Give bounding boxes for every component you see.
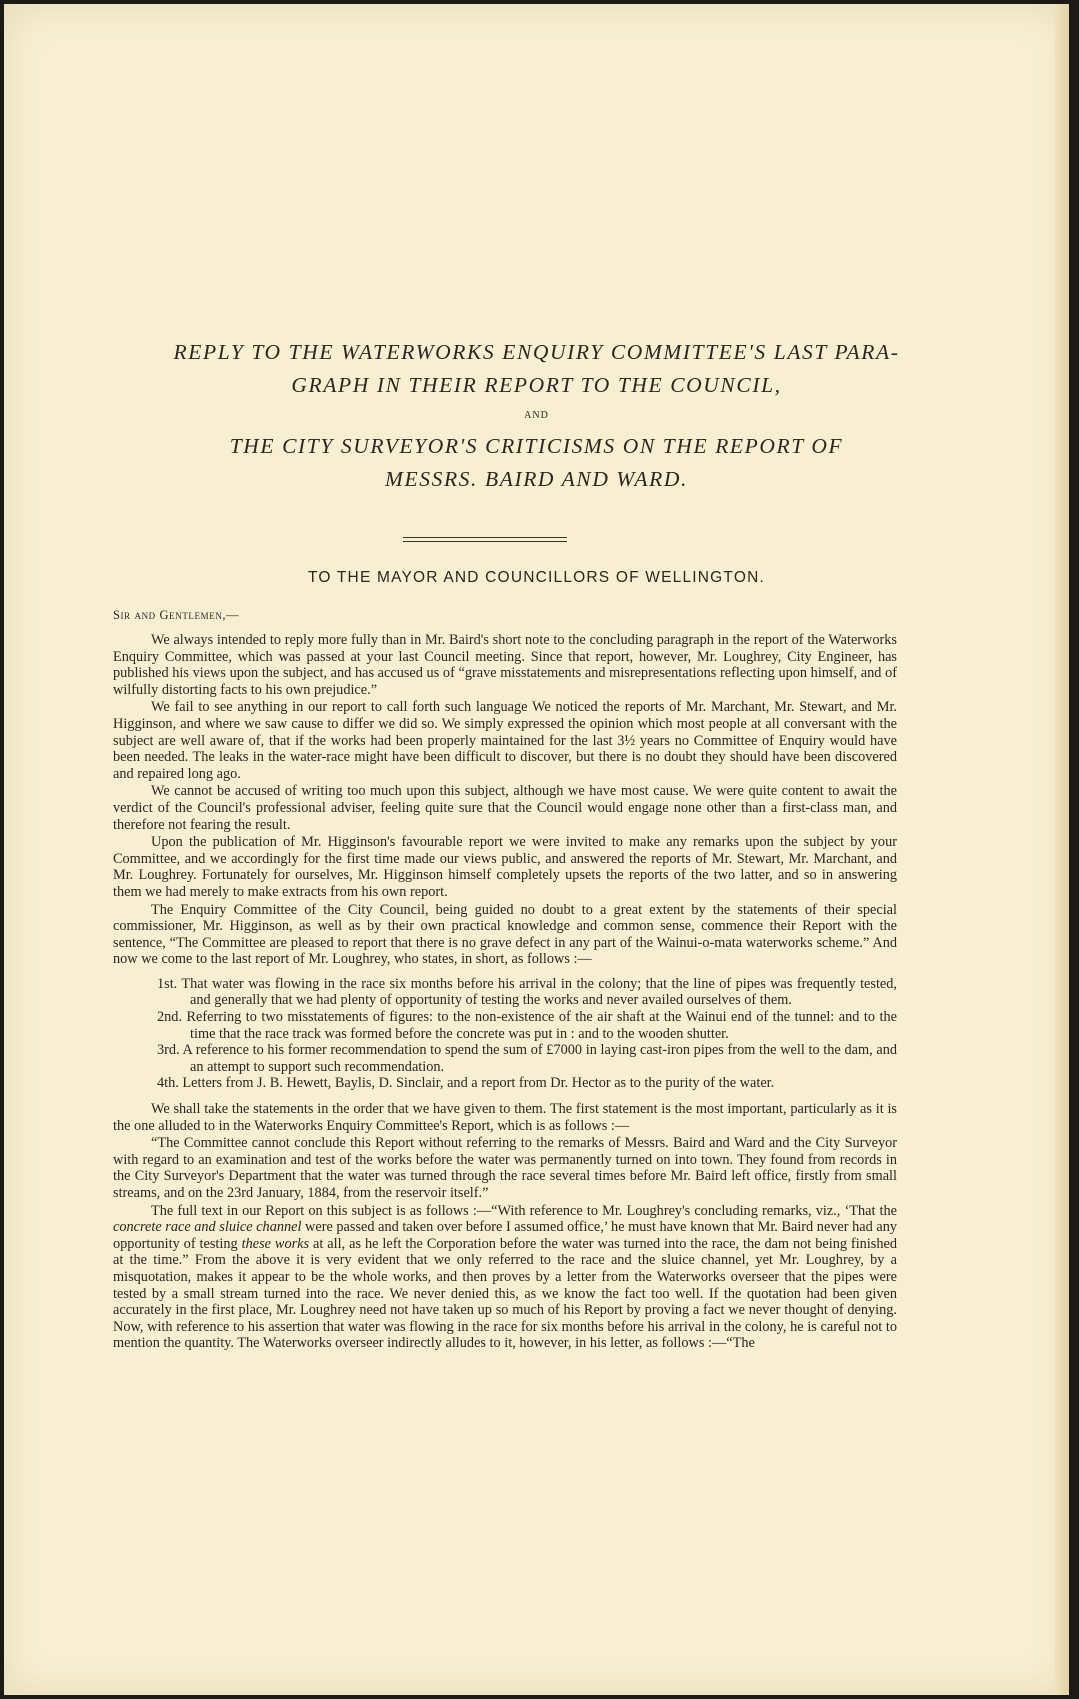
italic-run: concrete race and sluice channel xyxy=(113,1219,302,1236)
italic-run: these works xyxy=(241,1235,310,1252)
address-heading: TO THE MAYOR AND COUNCILLORS OF WELLINGTON. xyxy=(308,569,765,586)
document-title xyxy=(4,336,1069,496)
text-run: were passed and taken over before I assumed office,’ he must have known that Mr. Baird never had any opportunity of testing xyxy=(113,1219,897,1252)
paragraph: We shall take the statements in the order that we have given to them. The first statement is the most important, particularly as it is the one alluded to in the Waterworks Enquiry Committee's Report, which is as follows :— xyxy=(113,1101,897,1134)
paragraph: We cannot be accused of writing too much upon this subject, although we have most cause. We were quite content to await the verdict of the Council's professional adviser, feeling quite sure that the Council would engage none other than a first-class man, and therefore not fearing the result. xyxy=(113,783,897,833)
list-item: 3rd. A reference to his former recommendation to spend the sum of £7000 in laying cast-iron pipes from the well to the dam, and an attempt to support such recommendation. xyxy=(157,1042,897,1075)
title-line-3: THE CITY SURVEYOR'S CRITICISMS ON THE REPORT OF xyxy=(229,434,844,458)
document-page xyxy=(4,4,1069,1695)
list-item: 2nd. Referring to two misstatements of figures: to the non-existence of the air shaft at the Wainui end of the tunnel: and to the time that the race track was formed before the concrete was put in : and to the wooden shutter. xyxy=(157,1009,897,1042)
title-line-4: MESSRS. BAIRD AND WARD. xyxy=(385,467,688,491)
title-line-1: REPLY TO THE WATERWORKS ENQUIRY COMMITTEE'S LAST PARA- xyxy=(173,340,900,364)
salutation: Sir and Gentlemen,— xyxy=(113,608,240,622)
page-fold-edge xyxy=(1055,4,1069,1695)
quoted-paragraph: “The Committee cannot conclude this Report without referring to the remarks of Messrs. Baird and Ward and the City Surveyor with regard to an examination and test of the works before the water was permanently turned on into town. They found from records in the City Surveyor's Department that the water was turned through the race several times before Mr. Baird left office, firstly from small streams, and on the 23rd January, 1884, from the reservoir itself.” xyxy=(113,1135,897,1201)
double-rule-divider xyxy=(403,537,567,542)
list-item: 1st. That water was flowing in the race six months before his arrival in the colony; that the line of pipes was frequently tested, and generally that we had plenty of opportunity of testing the works and never availed ourselves of them. xyxy=(157,975,897,1009)
letter-body xyxy=(113,632,897,1353)
title-conjunction: AND xyxy=(524,410,549,421)
paragraph: Upon the publication of Mr. Higginson's favourable report we were invited to make any remarks upon the subject by your Committee, and we accordingly for the first time made our views public, and answered the reports of Mr. Stewart, Mr. Marchant, and Mr. Loughrey. Fortunately for ourselves, Mr. Higginson himself completely upsets the reports of the two latter, and so in answering them we had merely to make extracts from his own report. xyxy=(113,834,897,900)
text-run: The full text in our Report on this subject is as follows :—“With reference to Mr. Loughrey's concluding remarks, viz., ‘That the xyxy=(151,1202,897,1219)
statements-list xyxy=(113,976,897,1092)
paragraph: We always intended to reply more fully than in Mr. Baird's short note to the concluding paragraph in the report of the Waterworks Enquiry Committee, which was passed at your last Council meeting. Since that report, however, Mr. Loughrey, City Engineer, has published his views upon the subject, and has accused us of “grave misstatements and misrepresentations reflecting upon himself, and of wilfully distorting facts to his own prejudice.” xyxy=(113,632,897,698)
paragraph: We fail to see anything in our report to call forth such language We noticed the reports of Mr. Marchant, Mr. Stewart, and Mr. Higginson, and where we saw cause to differ we did so. We simply expressed the opinion which most people at all conversant with the subject are well aware of, that if the works had been properly maintained for the last 3½ years no Committee of Enquiry would have been needed. The leaks in the water-race might have been difficult to discover, but there is no doubt they should have been discovered and repaired long ago. xyxy=(113,699,897,782)
text-run: at all, as he left the Corporation before the water was turned into the race, the dam not being finished at the time.” From the above it is very evident that we only referred to the race and the sluice channel, yet Mr. Loughrey, by a misquotation, makes it appear to be the whole works, and then proves by a letter from the Waterworks overseer that the pipes were tested by a small stream turned into the race. We never denied this, as we know the fact too well. If the quotation had been given accurately in the first place, Mr. Loughrey need not have taken up so much of his Report by proving a fact we never thought of denying. Now, with reference to his assertion that water was flowing in the race for six months before his arrival in the colony, he is careful not to mention the quantity. The Waterworks overseer indirectly alludes to it, however, in his letter, as follows :—“The xyxy=(113,1235,897,1352)
title-line-2: GRAPH IN THEIR REPORT TO THE COUNCIL, xyxy=(291,373,782,397)
paragraph: The Enquiry Committee of the City Council, being guided no doubt to a great extent by the statements of their special commissioner, Mr. Higginson, as well as by their own practical knowledge and common sense, commence their Report with the sentence, “The Committee are pleased to report that there is no grave defect in any part of the Wainui-o-mata waterworks scheme.” And now we come to the last report of Mr. Loughrey, who states, in short, as follows :— xyxy=(113,901,897,968)
list-item: 4th. Letters from J. B. Hewett, Baylis, D. Sinclair, and a report from Dr. Hector as to the purity of the water. xyxy=(157,1075,775,1092)
final-paragraph xyxy=(113,1203,897,1352)
